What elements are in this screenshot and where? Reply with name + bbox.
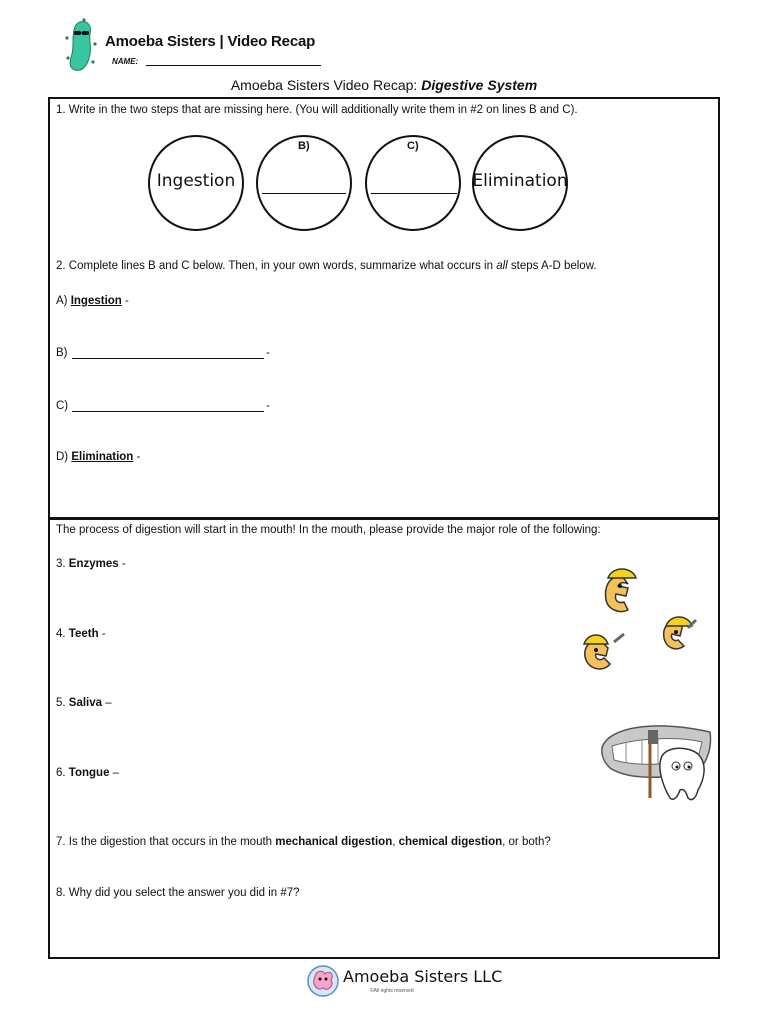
q2-prompt (56, 259, 597, 273)
page-title (0, 77, 768, 93)
enzyme-icon (664, 617, 696, 649)
q3-dash: - (121, 558, 126, 570)
q2-prompt-em: all (496, 260, 508, 272)
q5-num: 5. (56, 697, 66, 709)
q7-option-chemical: chemical digestion (398, 836, 503, 848)
tooth-icon (660, 748, 704, 799)
q4-term: Teeth (68, 628, 99, 640)
q2-prompt-post: steps A-D below. (507, 260, 597, 272)
amoeba-sisters-footer-logo (307, 964, 339, 998)
q4-teeth (56, 627, 106, 641)
q2-prompt-pre: 2. Complete lines B and C below. Then, in your own words, summarize what occurs in (56, 260, 497, 272)
hammer-icon (648, 730, 658, 744)
step-letter-b: B) (298, 140, 310, 152)
q6-term: Tongue (68, 767, 110, 779)
q2-line-b-dash: - (266, 347, 270, 359)
mouth-tooth-illustration (598, 718, 714, 806)
q3-term: Enzymes (68, 558, 119, 570)
q2-line-a-dash: - (125, 295, 129, 307)
amoeba-mascot-logo (62, 18, 102, 74)
q3-num: 3. (56, 558, 66, 570)
q5-term: Saliva (68, 697, 103, 709)
q2-line-d-term: Elimination (71, 451, 134, 463)
enzyme-workers-illustration (578, 558, 708, 678)
q7-option-mechanical: mechanical digestion (275, 836, 393, 848)
q7-mid: , (392, 836, 399, 848)
step-label-ingestion: Ingestion (156, 171, 236, 191)
footer-brand: Amoeba Sisters LLC (343, 967, 503, 986)
q6-dash: – (112, 767, 120, 779)
name-field[interactable] (146, 65, 321, 66)
q2-line-d-dash: - (136, 451, 141, 463)
page-title-prefix: Amoeba Sisters Video Recap: (230, 77, 422, 93)
q2-line-b-letter: B) (56, 347, 68, 359)
q6-num: 6. (56, 767, 66, 779)
q1-prompt: 1. Write in the two steps that are missing here. (You will additionally write them in #2 on lines B and C). (56, 104, 578, 116)
q7-pre: 7. Is the digestion that occurs in the mouth (56, 836, 276, 848)
q4-num: 4. (56, 628, 66, 640)
q2-line-d-letter: D) (56, 451, 69, 463)
step-b-blank[interactable] (262, 193, 346, 194)
step-label-elimination: Elimination (472, 171, 568, 191)
q2-line-d (56, 450, 140, 464)
step-letter-c: C) (407, 140, 419, 152)
mouth-intro: The process of digestion will start in the mouth! In the mouth, please provide the major role of the following: (56, 524, 601, 536)
q2-line-a (56, 294, 129, 308)
q6-tongue (56, 766, 119, 780)
q2-line-b-blank[interactable] (72, 358, 264, 359)
q7-post: , or both? (502, 836, 551, 848)
q5-saliva (56, 696, 112, 710)
enzyme-icon (606, 569, 636, 612)
step-c-blank[interactable] (371, 193, 457, 194)
q2-line-c-letter: C) (56, 400, 69, 412)
q5-dash: – (105, 697, 112, 709)
q3-enzymes (56, 557, 126, 571)
q8-prompt: 8. Why did you select the answer you did in #7? (56, 887, 300, 899)
q2-line-a-letter: A) (56, 295, 68, 307)
brand-title: Amoeba Sisters | Video Recap (105, 33, 316, 50)
page-title-topic: Digestive System (421, 77, 538, 93)
q7-prompt (56, 835, 551, 849)
footer-rights: ©All rights reserved (370, 988, 414, 994)
name-label: NAME: (112, 57, 139, 66)
q2-line-c-blank[interactable] (72, 411, 264, 412)
q2-line-a-term: Ingestion (70, 295, 122, 307)
enzyme-icon (584, 634, 624, 669)
q2-line-c-dash: - (266, 400, 270, 412)
q4-dash: - (101, 628, 106, 640)
